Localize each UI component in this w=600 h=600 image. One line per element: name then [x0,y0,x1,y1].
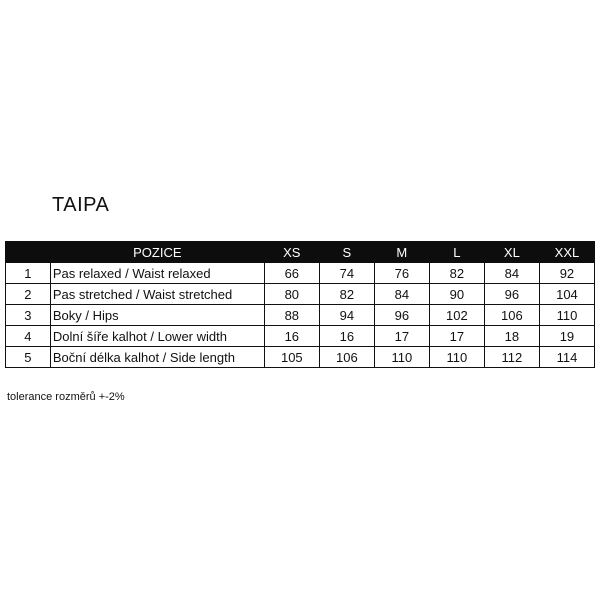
row-label: Pas stretched / Waist stretched [50,284,264,305]
row-number: 5 [6,347,51,368]
cell-value: 80 [264,284,319,305]
cell-value: 82 [319,284,374,305]
cell-value: 104 [539,284,594,305]
row-label: Pas relaxed / Waist relaxed [50,263,264,284]
cell-value: 19 [539,326,594,347]
cell-value: 110 [539,305,594,326]
header-size-s: S [319,242,374,263]
table-header-row [6,242,595,263]
cell-value: 96 [484,284,539,305]
cell-value: 110 [374,347,429,368]
row-label: Boční délka kalhot / Side length [50,347,264,368]
header-number [6,242,51,263]
header-size-l: L [429,242,484,263]
cell-value: 82 [429,263,484,284]
cell-value: 16 [264,326,319,347]
header-size-m: M [374,242,429,263]
cell-value: 76 [374,263,429,284]
table-row [6,347,595,368]
cell-value: 17 [374,326,429,347]
cell-value: 84 [484,263,539,284]
row-number: 4 [6,326,51,347]
row-number: 2 [6,284,51,305]
cell-value: 110 [429,347,484,368]
cell-value: 16 [319,326,374,347]
cell-value: 102 [429,305,484,326]
cell-value: 88 [264,305,319,326]
cell-value: 66 [264,263,319,284]
size-chart-table [5,241,595,368]
table-row [6,284,595,305]
cell-value: 96 [374,305,429,326]
cell-value: 18 [484,326,539,347]
cell-value: 105 [264,347,319,368]
header-size-xs: XS [264,242,319,263]
table-row [6,305,595,326]
cell-value: 94 [319,305,374,326]
cell-value: 90 [429,284,484,305]
header-size-xl: XL [484,242,539,263]
cell-value: 84 [374,284,429,305]
row-label: Dolní šíře kalhot / Lower width [50,326,264,347]
cell-value: 17 [429,326,484,347]
table-row [6,326,595,347]
header-size-xxl: XXL [539,242,594,263]
table-row [6,263,595,284]
header-position: POZICE [50,242,264,263]
cell-value: 114 [539,347,594,368]
row-number: 1 [6,263,51,284]
cell-value: 106 [484,305,539,326]
document-title: TAIPA [52,194,110,216]
row-label: Boky / Hips [50,305,264,326]
cell-value: 112 [484,347,539,368]
cell-value: 92 [539,263,594,284]
tolerance-note: tolerance rozměrů +-2% [7,391,125,403]
cell-value: 74 [319,263,374,284]
row-number: 3 [6,305,51,326]
cell-value: 106 [319,347,374,368]
